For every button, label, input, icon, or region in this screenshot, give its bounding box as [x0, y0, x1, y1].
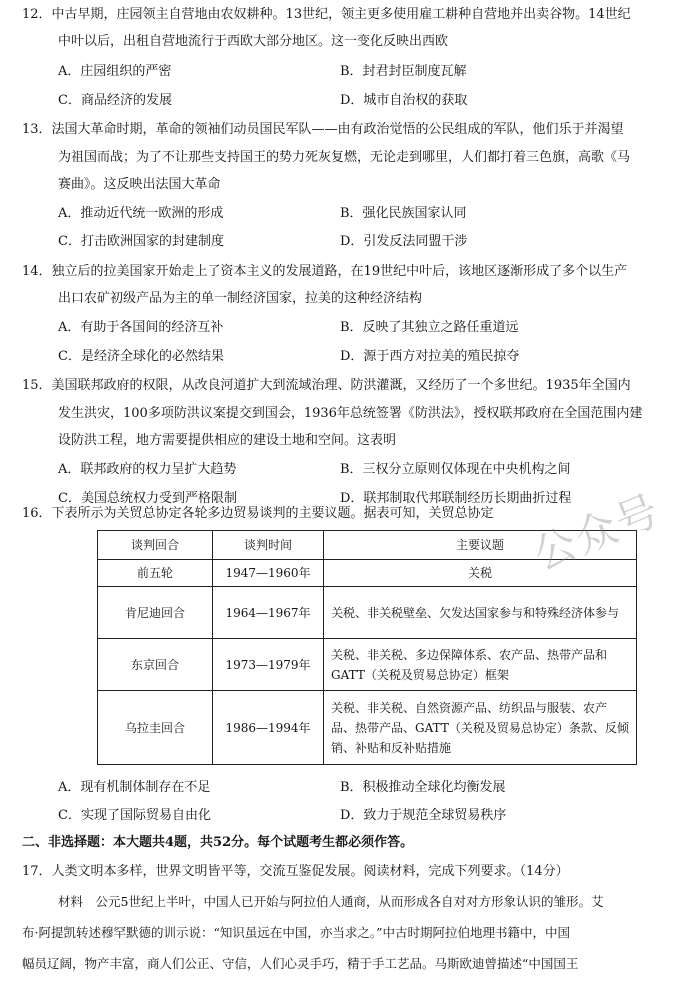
- q16-stem: 16．下表所示为关贸总协定各轮多边贸易谈判的主要议题。据表可知，关贸总协定: [22, 506, 494, 521]
- watermark-text: 公众号: [526, 484, 668, 580]
- q17-material-line3: 幅员辽阔，物产丰富，商人们公正、守信，人们心灵手巧，精于手工艺品。马斯欧迪曾描述“中国国王: [22, 956, 579, 971]
- q16-option-a[interactable]: A．现有机制体制存在不足: [58, 780, 211, 795]
- q17-stem: 17．人类文明本多样，世界文明皆平等，交流互鉴促发展。阅读材料，完成下列要求。（14分）: [22, 864, 569, 879]
- q15-option-b[interactable]: B．三权分立原则仅体现在中央机构之间: [340, 462, 571, 477]
- q17-material-line1: 材料 公元5世纪上半叶，中国人已开始与阿拉伯人通商，从而形成各自对对方形象认识的雏形。艾: [58, 894, 604, 909]
- section-heading: 二、非选择题：本大题共4题，共52分。每个试题考生都必须作答。: [22, 835, 414, 850]
- q13-option-c[interactable]: C．打击欧洲国家的封建制度: [58, 234, 224, 249]
- q15-option-c[interactable]: C．美国总统权力受到严格限制: [58, 491, 237, 506]
- q12-option-c[interactable]: C．商品经济的发展: [58, 93, 172, 108]
- q13-stem-line3: 赛曲》。这反映出法国大革命: [58, 177, 221, 192]
- q13-option-a[interactable]: A．推动近代统一欧洲的形成: [58, 206, 224, 221]
- q15-stem-line2: 发生洪灾，100多项防洪议案提交到国会，1936年总统签署《防洪法》，授权联邦政府在全国范围内建: [58, 406, 643, 421]
- table-cell-topics: 关税、非关税、多边保障体系、农产品、热带产品和GATT（关税及贸易总协定）框架: [324, 639, 637, 691]
- table-header-round: 谈判回合: [98, 531, 213, 560]
- q13-option-b[interactable]: B．强化民族国家认同: [340, 206, 467, 221]
- table-row: [98, 691, 637, 765]
- table-cell-time: 1986—1994年: [213, 691, 324, 765]
- q12-stem-line1: 12．中古早期，庄园领主自营地由农奴耕种。13世纪，领主更多使用雇工耕种自营地并出卖谷物。14世纪: [22, 7, 631, 22]
- q15-stem-line1: 15．美国联邦政府的权限，从改良河道扩大到流域治理、防洪灌溉，又经历了一个多世纪。1935年全国内: [22, 378, 631, 393]
- q15-option-a[interactable]: A．联邦政府的权力呈扩大趋势: [58, 462, 237, 477]
- q12-option-d[interactable]: D．城市自治权的获取: [340, 93, 468, 108]
- q13-stem-line1: 13．法国大革命时期，革命的领袖们动员国民军队——由有政治觉悟的公民组成的军队，他们乐于并渴望: [22, 122, 624, 137]
- q14-option-a[interactable]: A．有助于各国间的经济互补: [58, 320, 224, 335]
- table-cell-round: 东京回合: [98, 639, 213, 691]
- table-cell-time: 1964—1967年: [213, 587, 324, 639]
- table-cell-round: 前五轮: [98, 560, 213, 587]
- q13-option-d[interactable]: D．引发反法同盟干涉: [340, 234, 468, 249]
- q14-option-b[interactable]: B．反映了其独立之路任重道远: [340, 320, 519, 335]
- q12-stem-line2: 中叶以后，出租自营地流行于西欧大部分地区。这一变化反映出西欧: [58, 34, 449, 49]
- q14-stem-line2: 出口农矿初级产品为主的单一制经济国家，拉美的这种经济结构: [58, 291, 423, 306]
- table-header-time: 谈判时间: [213, 531, 324, 560]
- q14-option-c[interactable]: C．是经济全球化的必然结果: [58, 349, 224, 364]
- table-row: [98, 639, 637, 691]
- table-cell-time: 1973—1979年: [213, 639, 324, 691]
- table-cell-topics: 关税、非关税壁垒、欠发达国家参与和特殊经济体参与: [324, 587, 637, 639]
- table-header-topics: 主要议题: [324, 531, 637, 560]
- table-cell-round: 乌拉圭回合: [98, 691, 213, 765]
- q13-stem-line2: 为祖国而战；为了不让那些支持国王的势力死灰复燃，无论走到哪里，人们都打着三色旗，高歌《马: [58, 150, 631, 165]
- q12-option-b[interactable]: B．封君封臣制度瓦解: [340, 64, 467, 79]
- table-row: [98, 587, 637, 639]
- table-cell-round: 肯尼迪回合: [98, 587, 213, 639]
- q15-option-d[interactable]: D．联邦制取代邦联制经历长期曲折过程: [340, 491, 572, 506]
- q12-option-a[interactable]: A．庄园组织的严密: [58, 64, 172, 79]
- q17-material-line2: 布·阿提凯转述穆罕默德的训示说：“知识虽远在中国，亦当求之。”中古时期阿拉伯地理书籍中，中国: [22, 925, 571, 940]
- table-cell-topics: 关税: [324, 560, 637, 587]
- q16-option-d[interactable]: D．致力于规范全球贸易秩序: [340, 808, 507, 823]
- q14-stem-line1: 14．独立后的拉美国家开始走上了资本主义的发展道路，在19世纪中叶后，该地区逐渐形成了多个以生产: [22, 264, 628, 279]
- q14-option-d[interactable]: D．源于西方对拉美的殖民掠夺: [340, 349, 520, 364]
- q15-stem-line3: 设防洪工程，地方需要提供相应的建设土地和空间。这表明: [58, 433, 397, 448]
- table-cell-topics: 关税、非关税、自然资源产品、纺织品与服装、农产品、热带产品、GATT（关税及贸易总协定）条款、反倾销、补贴和反补贴措施: [324, 691, 637, 765]
- q16-option-c[interactable]: C．实现了国际贸易自由化: [58, 808, 211, 823]
- table-cell-time: 1947—1960年: [213, 560, 324, 587]
- q16-option-b[interactable]: B．积极推动全球化均衡发展: [340, 780, 506, 795]
